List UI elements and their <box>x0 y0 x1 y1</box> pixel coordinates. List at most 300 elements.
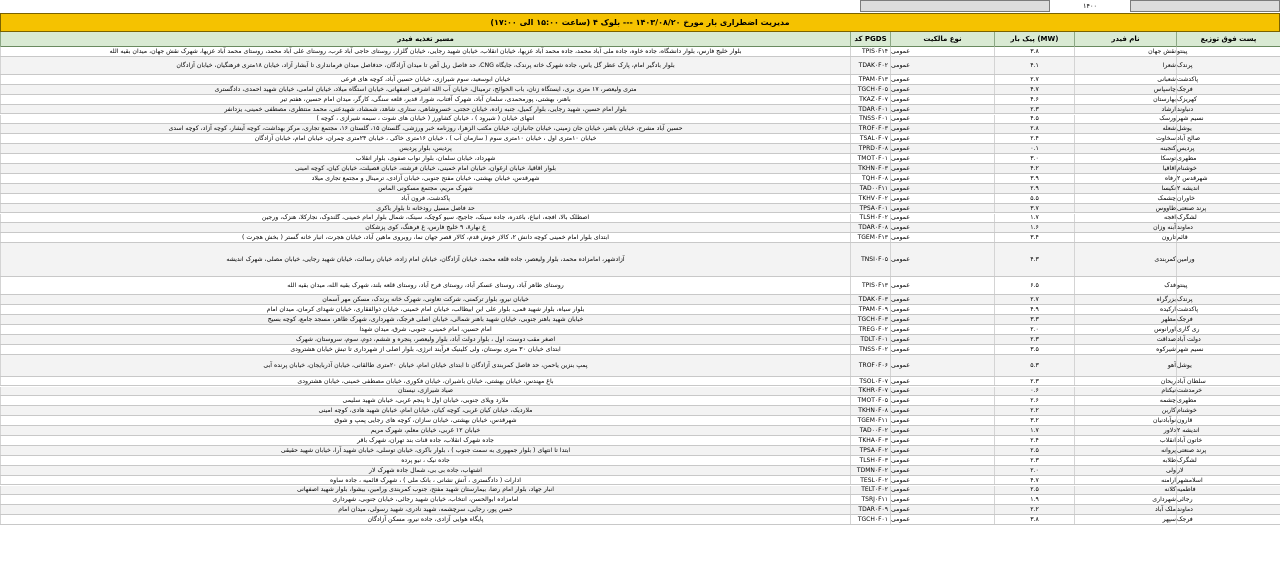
peak-load-cell: ۳.۵ <box>994 345 1074 354</box>
ownership-cell: عمومی <box>890 134 994 143</box>
feeder-name-cell: مطهر <box>1074 315 1176 324</box>
pgds-code-cell: TSAL۰F۰۷ <box>850 134 890 143</box>
pgds-code-cell: TPRD۰F۰۸ <box>850 144 890 153</box>
feed-route-cell: جاده نیک ، نیو پرده <box>0 456 850 465</box>
table-row <box>0 164 1280 174</box>
ownership-cell: عمومی <box>890 377 994 386</box>
header-feeder: نام فیدر <box>1074 32 1176 47</box>
feed-route-cell: ابتدا تا انتهای ( بلوار جمهوری به سمت جنوب ) ، بلوار باکری، خیابان توسلی، خیابان شهید آرا، خیابان شهید حقیقی <box>0 446 850 455</box>
distribution-substation-cell: لار <box>1176 466 1280 475</box>
ownership-cell: عمومی <box>890 105 994 114</box>
ownership-cell: عمومی <box>890 486 994 495</box>
feeder-name-cell: ارامنه <box>1074 476 1176 485</box>
feed-route-cell: ملاردیک، خیابان کیان غربی، کوچه کیان، خیابان امام، خیابان شهید هادی، کوچه امینی <box>0 406 850 415</box>
ownership-cell: عمومی <box>890 154 994 163</box>
ownership-cell: عمومی <box>890 277 994 294</box>
feeder-name-cell: فدک <box>1074 277 1176 294</box>
distribution-substation-cell: فاطمیه <box>1176 486 1280 495</box>
pgds-code-cell: TKHV۰F۰۲ <box>850 194 890 203</box>
distribution-substation-cell: پرندک <box>1176 295 1280 304</box>
feed-route-cell: بلوار بادگیر امام، پارک عطر گل یاس، جاده شهرک خاته پرندک، جایگاه CNG، حد فاصل ریل آهن تا میدان آزادگان، حدفاصل میدان فرمانداری تا آبشار آزاد، خیابان ۱۸متری فرهنگیان، خیابان آزادگان <box>0 57 850 74</box>
ownership-cell: عمومی <box>890 446 994 455</box>
peak-load-cell: ۳.۷ <box>994 204 1074 213</box>
pgds-code-cell: TKHN۰F۰۳ <box>850 164 890 173</box>
distribution-substation-cell: دماوند <box>1176 223 1280 232</box>
table-row <box>0 406 1280 416</box>
feed-route-cell: انبار جهاد، بلوار امام رضا، بیمارستان شهید مفتح، جنوب کمربندی ورامین، بیشوا، بلوار شهید اصفهانی <box>0 486 850 495</box>
ownership-cell: عمومی <box>890 295 994 304</box>
ownership-cell: عمومی <box>890 194 994 203</box>
table-row <box>0 505 1280 515</box>
table-row <box>0 305 1280 315</box>
table-row <box>0 105 1280 115</box>
distribution-substation-cell: خاوران <box>1176 194 1280 203</box>
feeder-name-cell: کاربن <box>1074 406 1176 415</box>
feed-route-cell: خیابان ۱۲ غربی، خیابان معلم، شهرک مریم <box>0 426 850 435</box>
peak-load-cell: ۲.۰ <box>994 325 1074 334</box>
distribution-substation-cell: فرجک <box>1176 315 1280 324</box>
peak-load-cell: ۳.۸ <box>994 47 1074 56</box>
pgds-code-cell: TNSI۰F۰۵ <box>850 243 890 276</box>
table-row <box>0 446 1280 456</box>
ownership-cell: عمومی <box>890 495 994 504</box>
feeder-name-cell: تارون <box>1074 233 1176 242</box>
table-row <box>0 75 1280 85</box>
ownership-cell: عمومی <box>890 387 994 396</box>
feed-route-cell: شهرقدس، خیابان بهشتی، خیابان مفتح جنوبی، خیابان آزادی، ترمینال و مجتمع تجاری میلاد <box>0 174 850 183</box>
feeder-name-cell: اورانوس <box>1074 325 1176 334</box>
distribution-substation-cell: یوشل <box>1176 355 1280 376</box>
feed-route-cell: بلوار امام حسین، شهید رجایی، بلوار کمیل، جنبه زاده، خیابان حجتی، خسروشاهی، ستاری، شاهد، شمشاد، شهیدعنی، محمد منتظری، مصطفی خمینی، یزدانفر <box>0 105 850 114</box>
peak-load-cell: ۱.۷ <box>994 214 1074 223</box>
ownership-cell: عمومی <box>890 204 994 213</box>
pgds-code-cell: TGEM۰F۱۳ <box>850 233 890 242</box>
peak-load-cell: ۲.۵ <box>994 486 1074 495</box>
table-row <box>0 335 1280 345</box>
distribution-substation-cell: اندیشه ۲ <box>1176 184 1280 193</box>
table-row <box>0 115 1280 125</box>
peak-load-cell: ۲.۸ <box>994 124 1074 133</box>
feed-route-cell: خیابان شهید باهنر جنوبی، خیابان شهید باهنر شمالی، خیابان اصلی فرجک، شهرداری، شهرک طاهر، مسجد جامع، کوچه بسیج <box>0 315 850 324</box>
peak-load-cell: ۱.۶ <box>994 223 1074 232</box>
distribution-substation-cell: دنباوند <box>1176 105 1280 114</box>
feeder-name-cell: چشمک <box>1074 194 1176 203</box>
header-owner: نوع مالکیت <box>890 32 994 47</box>
peak-load-cell: ۲.۷ <box>994 75 1074 84</box>
pgds-code-cell: TSRJ۰F۱۱ <box>850 495 890 504</box>
pgds-code-cell: TNSS۰F۰۲ <box>850 345 890 354</box>
ownership-cell: عمومی <box>890 243 994 276</box>
table-row <box>0 486 1280 496</box>
pgds-code-cell: TPAM۰F۱۳ <box>850 75 890 84</box>
feeder-name-cell: طلابه <box>1074 456 1176 465</box>
feeder-name-cell: اقاقیا <box>1074 164 1176 173</box>
feeder-name-cell: کلانه <box>1074 486 1176 495</box>
ownership-cell: عمومی <box>890 75 994 84</box>
feeder-name-cell: ورسک <box>1074 115 1176 124</box>
table-row <box>0 315 1280 325</box>
distribution-substation-cell: فرجک <box>1176 85 1280 94</box>
feed-route-cell: ابتدای خیابان ۳۰ متری بوستان، ولی کلینیک فرآیند انرژی، بلوار اصلی از شهرداری تا تبش خیابان هشترودی <box>0 345 850 354</box>
page-title: مدیریت اضطراری بار مورخ ۱۴۰۳/۰۸/۲۰ --- بلوک ۴ (ساعت ۱۵:۰۰ الی ۱۷:۰۰) <box>0 13 1280 32</box>
ownership-cell: عمومی <box>890 406 994 415</box>
ownership-cell: عمومی <box>890 456 994 465</box>
table-row <box>0 144 1280 154</box>
table-row <box>0 243 1280 277</box>
ownership-cell: عمومی <box>890 85 994 94</box>
peak-load-cell: ۲.۳ <box>994 335 1074 344</box>
table-row <box>0 134 1280 144</box>
peak-load-cell: ۲.۲ <box>994 406 1074 415</box>
distribution-substation-cell: مطهری <box>1176 154 1280 163</box>
feeder-name-cell: نقش جهان <box>1074 47 1176 56</box>
feeder-name-cell: نوآبادنیان <box>1074 416 1176 425</box>
distribution-substation-cell: خوشنام <box>1176 406 1280 415</box>
feed-route-cell: حد فاصل مسیل رودخانه تا بلوار باکری <box>0 204 850 213</box>
pgds-code-cell: TMOT۰F۰۱ <box>850 154 890 163</box>
ownership-cell: عمومی <box>890 233 994 242</box>
feed-route-cell: باهنر، بهشتی، پورمحمدی، سلمان آباد، شهرک آفتاب، شورا، قدیر، قلعه سنگی، کارگر، میدان امام حسین، هفتم تیر <box>0 95 850 104</box>
peak-load-cell: ۰.۶ <box>994 387 1074 396</box>
table-row <box>0 387 1280 397</box>
distribution-substation-cell: پرندک <box>1176 57 1280 74</box>
pgds-code-cell: TKAZ۰F۰۷ <box>850 95 890 104</box>
feeder-name-cell: انقلاب <box>1074 436 1176 445</box>
feed-route-cell: خیابان ۱۰متری اول ، خیابان ۱۰متری سوم ( سازمان آب ) ، خیابان ۱۶متری خاکی ، خیابان ۲۴متری چمران، خیابان امام، خیابان آزادگان <box>0 134 850 143</box>
distribution-substation-cell: سلطان آباد <box>1176 377 1280 386</box>
peak-load-cell: ۲.۵ <box>994 446 1074 455</box>
table-row <box>0 436 1280 446</box>
table-row <box>0 194 1280 204</box>
pgds-code-cell: TPIS۰F۱۴ <box>850 47 890 56</box>
feeder-name-cell: شعله <box>1074 124 1176 133</box>
ownership-cell: عمومی <box>890 214 994 223</box>
distribution-substation-cell: دولت آباد <box>1176 335 1280 344</box>
peak-load-cell: ۳.۴ <box>994 233 1074 242</box>
distribution-substation-cell: نسیم شهر <box>1176 115 1280 124</box>
ownership-cell: عمومی <box>890 305 994 314</box>
ownership-cell: عمومی <box>890 426 994 435</box>
distribution-substation-cell: فرجک <box>1176 515 1280 524</box>
distribution-substation-cell: پردیس <box>1176 144 1280 153</box>
peak-load-cell: ۴.۹ <box>994 305 1074 314</box>
feed-route-cell: بلوار سیاه، بلوار شهید قمی، بلوار علی ابن ابیطالب، خیابان امام خمینی، خیابان ذوالفقاری، خیابان شهدای کرمان، میدان امام <box>0 305 850 314</box>
peak-load-cell: ۴.۶ <box>994 95 1074 104</box>
ownership-cell: عمومی <box>890 124 994 133</box>
feeder-name-cell: ملک آباد <box>1074 505 1176 514</box>
peak-load-cell: ۴.۲ <box>994 164 1074 173</box>
pgds-code-cell: TAD۰۰F۱۱ <box>850 184 890 193</box>
pgds-code-cell: TGCH۰F۰۳ <box>850 315 890 324</box>
pgds-code-cell: TMOT۰F۰۵ <box>850 396 890 405</box>
feeder-name-cell: آبنه وزان <box>1074 223 1176 232</box>
table-row <box>0 154 1280 164</box>
feeder-name-cell: نیکنام <box>1074 387 1176 396</box>
peak-load-cell: ۲.۳ <box>994 456 1074 465</box>
feed-route-cell: متری ولیعصر، ۱۷ متری بری، ایستگاه زنان، باب الحوائج، ترمینال، خیابان آب الله اشرفی اصفهانی، خیابان استگاه میلاد، خیابان امامی، خیابان شهید احمدی، دادگستری <box>0 85 850 94</box>
feeder-name-cell: دلاور <box>1074 426 1176 435</box>
pgds-code-cell: TKHN۰F۰۸ <box>850 406 890 415</box>
feeder-name-cell: چشمه <box>1074 396 1176 405</box>
distribution-substation-cell: پاکدشت <box>1176 305 1280 314</box>
feed-route-cell: جاده شهرک انقلاب، جاده قنات بند تهران، شهرک باقر <box>0 436 850 445</box>
header-route: مسیر تغذیه فیدر <box>0 32 850 47</box>
pgds-code-cell: TDMN۰F۰۲ <box>850 466 890 475</box>
feed-route-cell: ملارد ویلای جنوبی، خیابان اول تا پنجم غربی، خیابان شهید سلیمی <box>0 396 850 405</box>
header-peak: پیک بار (MW) <box>994 32 1074 47</box>
feeder-name-cell: شهرداری <box>1074 495 1176 504</box>
peak-load-cell: ۳.۲ <box>994 416 1074 425</box>
feed-route-cell: پایگاه هوایی آزادی، جاده نیرو، مسکن آزادگان <box>0 515 850 524</box>
ownership-cell: عمومی <box>890 57 994 74</box>
ownership-cell: عمومی <box>890 325 994 334</box>
distribution-substation-cell: یوشل <box>1176 124 1280 133</box>
feeder-name-cell: شیرکوه <box>1074 345 1176 354</box>
feeder-name-cell: ارکیده <box>1074 305 1176 314</box>
header-dist: پست فوق توزیع <box>1176 32 1280 47</box>
peak-load-cell: ۱.۹ <box>994 495 1074 504</box>
ownership-cell: عمومی <box>890 95 994 104</box>
distribution-substation-cell: لشگرک <box>1176 456 1280 465</box>
peak-load-cell: ۴.۱ <box>994 57 1074 74</box>
pgds-code-cell: TPSA۰F۰۱ <box>850 204 890 213</box>
feeder-name-cell: صداقت <box>1074 335 1176 344</box>
peak-load-cell: ۲.۲ <box>994 505 1074 514</box>
pgds-code-cell: TDAK۰F۰۳ <box>850 295 890 304</box>
feed-route-cell: بلوار خلیج فارس، بلوار دانشگاه، جاده خاوه، جاده ملی آباد محمد، جاده محمد آباد عزیها، خیابان انقلاب، خیابان شهید رجایی، خیابان گلزار، روستای حاجی آباد غرب، روستای علی آباد محمد، روستای محمد آباد عزیها، شهرک نقش جهان، میدان بقیه الله <box>0 47 850 56</box>
pgds-code-cell: TAD۰۰F۰۲ <box>850 426 890 435</box>
feed-route-cell: ادارات ( دادگستری ، آتش نشانی ، بانک ملی ) ، شهرک قائمیه ، جاده ساوه <box>0 476 850 485</box>
pgds-code-cell: TPIS۰F۱۳ <box>850 277 890 294</box>
feed-route-cell: اصغر مقب دوست، اول ، بلوار دولت آباد، بلوار ولیعصر، پنجره و ششم، دوم، سوم، سروستان، شهرک <box>0 335 850 344</box>
table-row <box>0 204 1280 214</box>
table-row <box>0 476 1280 486</box>
peak-load-cell: ۳.۸ <box>994 515 1074 524</box>
peak-load-cell: ۳.۹ <box>994 174 1074 183</box>
table-row <box>0 85 1280 95</box>
feeder-name-cell: بزرگراه <box>1074 295 1176 304</box>
pgds-code-cell: TREG۰F۰۲ <box>850 325 890 334</box>
distribution-substation-cell: پینتو <box>1176 47 1280 56</box>
feeder-name-cell: کمربندی <box>1074 243 1176 276</box>
table-row <box>0 426 1280 436</box>
peak-load-cell: ۲.۶ <box>994 396 1074 405</box>
table-row <box>0 345 1280 355</box>
feed-route-cell: پمپ بنزین یاحمن، حد فاصل کمربندی آزادگان تا ابتدای خیابان امام، خیابان ۲۰متری طالقانی، خیابان آذربایجان، خیابان پرنده آبی <box>0 355 850 376</box>
distribution-substation-cell: اندیشه ۲ <box>1176 426 1280 435</box>
ownership-cell: عمومی <box>890 164 994 173</box>
top-strip-value: ۱۴۰۰ <box>1083 2 1097 10</box>
feed-route-cell: انتهای خیابان ( شیرود ) ، خیابان کشاورز ( خیابان های شوت ، سیمه شیرازی ، کوچه ) <box>0 115 850 124</box>
feed-route-cell: باغ مهندس، خیابان بهشتی، خیابان باشیران، خیابان فکوری، خیابان مصطفی خمینی، خیابان هشترودی <box>0 377 850 386</box>
ownership-cell: عمومی <box>890 515 994 524</box>
distribution-substation-cell: پاکدشت <box>1176 75 1280 84</box>
pgds-code-cell: TDAK۰F۰۲ <box>850 57 890 74</box>
pgds-code-cell: TDAR۰F۰۱ <box>850 105 890 114</box>
peak-load-cell: ۲.۴ <box>994 436 1074 445</box>
peak-load-cell: ۲.۳ <box>994 377 1074 386</box>
distribution-substation-cell: قائم <box>1176 233 1280 242</box>
feed-route-cell: شهرقدس، خیابان بهشتی، خیابان سازان، کوچه های رجایی پمپ و شوق <box>0 416 850 425</box>
peak-load-cell: ۳.۳ <box>994 315 1074 324</box>
peak-load-cell: ۴.۷ <box>994 85 1074 94</box>
distribution-substation-cell: صالح آباد <box>1176 134 1280 143</box>
feed-route-cell: بلوار اقاقیا، خیابان ارغوان، خیابان امام خمینی، خیابان فرشته، خیابان قصیلت، خیابان کیان، کوچه امینی <box>0 164 850 173</box>
distribution-substation-cell: خرمدشت <box>1176 387 1280 396</box>
pgds-code-cell: TNSS۰F۰۱ <box>850 115 890 124</box>
peak-load-cell: ۴.۷ <box>994 476 1074 485</box>
ownership-cell: عمومی <box>890 476 994 485</box>
table-row <box>0 277 1280 295</box>
distribution-substation-cell: پرند صنعتی <box>1176 204 1280 213</box>
feed-route-cell: آزادشهر، امامزاده محمد، بلوار ولیعصر، جاده قلعه محمد، خیابان آزادگان، خیابان امام زاده، خیابان رسالت، خیابان شهید رجایی، خیابان مصلی، شهرک اندیشه <box>0 243 850 276</box>
header-code: کد PGDS <box>850 32 890 47</box>
pgds-code-cell: TELT۰F۰۲ <box>850 486 890 495</box>
distribution-substation-cell: لشگرک <box>1176 214 1280 223</box>
feeder-name-cell: توسکا <box>1074 154 1176 163</box>
feed-route-cell: امامزاده ابوالحسن، انتخاب، خیابان شهید رجائی، خیابان جنوبی، شهرداری <box>0 495 850 504</box>
top-strip-cell <box>1130 0 1280 12</box>
pgds-code-cell: TSOL۰F۰۷ <box>850 377 890 386</box>
ownership-cell: عمومی <box>890 466 994 475</box>
feed-route-cell: اصطلک بالا، افجه، انباع، باغدره، جاده سینک، جاجیج، سیو کوچک، سینک، شمال بلوار امام خمینی، گلندوک، نجارکلا، هنزک، ورجین <box>0 214 850 223</box>
ownership-cell: عمومی <box>890 184 994 193</box>
pgds-code-cell: TLSH۰F۰۲ <box>850 214 890 223</box>
distribution-substation-cell: پینتو <box>1176 277 1280 294</box>
peak-load-cell: ۲.۰ <box>994 466 1074 475</box>
feeder-name-cell: کنجینه <box>1074 144 1176 153</box>
table-row <box>0 214 1280 224</box>
ownership-cell: عمومی <box>890 144 994 153</box>
feeder-name-cell: ولی <box>1074 466 1176 475</box>
pgds-code-cell: TDAR۰F۰۹ <box>850 505 890 514</box>
ownership-cell: عمومی <box>890 223 994 232</box>
ownership-cell: عمومی <box>890 396 994 405</box>
table-row <box>0 456 1280 466</box>
peak-load-cell: ۳.۰ <box>994 154 1074 163</box>
table-row <box>0 124 1280 134</box>
feeder-name-cell: آهو <box>1074 355 1176 376</box>
feeder-name-cell: رفاه <box>1074 174 1176 183</box>
pgds-code-cell: TKHA۰F۰۳ <box>850 436 890 445</box>
pgds-code-cell: TROF۰F۰۶ <box>850 355 890 376</box>
table-row <box>0 466 1280 476</box>
feed-route-cell: حسن پور، رجایی، سرچشمه، شهید نادری، شهید رسولی، میدان امام <box>0 505 850 514</box>
peak-load-cell: ۶.۵ <box>994 277 1074 294</box>
table-row <box>0 495 1280 505</box>
feed-route-cell: خیابان نیرو، بلوار ترکمنی، شرکت تعاونی، شهرک خانه پرندک، مسکن مهر آسمان <box>0 295 850 304</box>
feeder-name-cell: طاووس <box>1074 204 1176 213</box>
feed-route-cell: شهرداد، خیابان سلمان، بلوار نواب صفوی، بلوار انقلاب <box>0 154 850 163</box>
ownership-cell: عمومی <box>890 436 994 445</box>
table-row <box>0 515 1280 525</box>
pgds-code-cell: TGCH۰F۰۱ <box>850 515 890 524</box>
feeder-name-cell: افجه <box>1074 214 1176 223</box>
distribution-substation-cell: مطهری <box>1176 396 1280 405</box>
feed-route-cell: حسین آباد مشرح، خیابان باهنر، خیابان جان زمینی، خیابان جانبازان، خیابان مکتب الزهرا، روزنامه خبر ورزشی، گلستان ۱۵، گلستان ۱۶، مجتمع تجاری، مرکز بهداشت، کوچه آیشار، کوچه آزاد، کوچه اسدی <box>0 124 850 133</box>
ownership-cell: عمومی <box>890 174 994 183</box>
feeder-name-cell: پروانه <box>1074 446 1176 455</box>
table-row <box>0 184 1280 194</box>
table-row <box>0 47 1280 57</box>
table-row <box>0 416 1280 426</box>
feeder-name-cell: ارشاد <box>1074 105 1176 114</box>
pgds-code-cell: TROF۰F۰۳ <box>850 124 890 133</box>
distribution-substation-cell: قارون <box>1176 416 1280 425</box>
ownership-cell: عمومی <box>890 47 994 56</box>
pgds-code-cell: TESL۰F۰۲ <box>850 476 890 485</box>
table-row <box>0 174 1280 184</box>
peak-load-cell: ۵.۳ <box>994 355 1074 376</box>
pgds-code-cell: TPSA۰F۰۲ <box>850 446 890 455</box>
peak-load-cell: ۱.۷ <box>994 426 1074 435</box>
feed-route-cell: ابتدای بلوار امام خمینی کوچه دانش ۲، کالاز خوش قدم، کالار قصر جهان نما، روبروی ماهین آباد، خیابان هجرت، انبار خانه گستر ( بخش هجرت ) <box>0 233 850 242</box>
peak-load-cell: ۲.۴ <box>994 134 1074 143</box>
ownership-cell: عمومی <box>890 335 994 344</box>
table-row <box>0 233 1280 243</box>
feed-route-cell: صیاد شیرازی، نیستان <box>0 387 850 396</box>
feeder-name-cell: سخاوت <box>1074 134 1176 143</box>
pgds-code-cell: TKHR۰F۰۷ <box>850 387 890 396</box>
distribution-substation-cell: خوشنام <box>1176 164 1280 173</box>
ownership-cell: عمومی <box>890 355 994 376</box>
table-row <box>0 325 1280 335</box>
peak-load-cell: ۰.۱ <box>994 144 1074 153</box>
ownership-cell: عمومی <box>890 416 994 425</box>
table-header <box>0 32 1280 47</box>
peak-load-cell: ۲.۳ <box>994 105 1074 114</box>
pgds-code-cell: TLSH۰F۰۳ <box>850 456 890 465</box>
feeder-name-cell: ریحان <box>1074 377 1176 386</box>
feed-route-cell: روستای طاهر آباد، روستای عسکر آباد، روستای فرح آباد، روستای قلعه بلند، شهرک بقیه الله، میدان بقیه الله <box>0 277 850 294</box>
distribution-substation-cell: دماوند <box>1176 505 1280 514</box>
feed-route-cell: شهرک مریم، مجتمع مسکونی الماس <box>0 184 850 193</box>
ownership-cell: عمومی <box>890 505 994 514</box>
pgds-code-cell: TQH۰F۰۸ <box>850 174 890 183</box>
ownership-cell: عمومی <box>890 345 994 354</box>
feeder-name-cell: شعرا <box>1074 57 1176 74</box>
top-strip-cell <box>860 0 1050 12</box>
peak-load-cell: ۵.۵ <box>994 194 1074 203</box>
distribution-substation-cell: شهرقدس ۲ <box>1176 174 1280 183</box>
distribution-substation-cell: خاتون آباد <box>1176 436 1280 445</box>
peak-load-cell: ۲.۹ <box>994 184 1074 193</box>
distribution-substation-cell: نسیم شهر <box>1176 345 1280 354</box>
feeder-name-cell: سپهر <box>1074 515 1176 524</box>
feeder-name-cell: چاسپاس <box>1074 85 1176 94</box>
feed-route-cell: امام حسین، امام خمینی، جنوبی، شرق، میدان شهدا <box>0 325 850 334</box>
ownership-cell: عمومی <box>890 115 994 124</box>
table-row <box>0 396 1280 406</box>
table-row <box>0 355 1280 377</box>
feed-route-cell: ع نهار۸، ۹ خلیج فارس، غ فرهنگ، کوی پزشکان <box>0 223 850 232</box>
distribution-substation-cell: ری گاری <box>1176 325 1280 334</box>
peak-load-cell: ۴.۵ <box>994 115 1074 124</box>
distribution-substation-cell: ورامین <box>1176 243 1280 276</box>
distribution-substation-cell: رجائی <box>1176 495 1280 504</box>
table-row <box>0 95 1280 105</box>
pgds-code-cell: TPAM۰F۰۹ <box>850 305 890 314</box>
feed-route-cell: خیابان ابوسعید، سوم شیرازی، خیابان حسین آباد، کوچه های فرعی <box>0 75 850 84</box>
table-row <box>0 57 1280 75</box>
peak-load-cell: ۴.۳ <box>994 243 1074 276</box>
pgds-code-cell: TGCH۰F۰۵ <box>850 85 890 94</box>
distribution-substation-cell: کهریزک <box>1176 95 1280 104</box>
distribution-substation-cell: پرند صنعتی <box>1176 446 1280 455</box>
feed-route-cell: اشتهاب، جاده بی بی، شمال جاده شهرک لار <box>0 466 850 475</box>
top-strip <box>0 0 1280 13</box>
table-row <box>0 377 1280 387</box>
